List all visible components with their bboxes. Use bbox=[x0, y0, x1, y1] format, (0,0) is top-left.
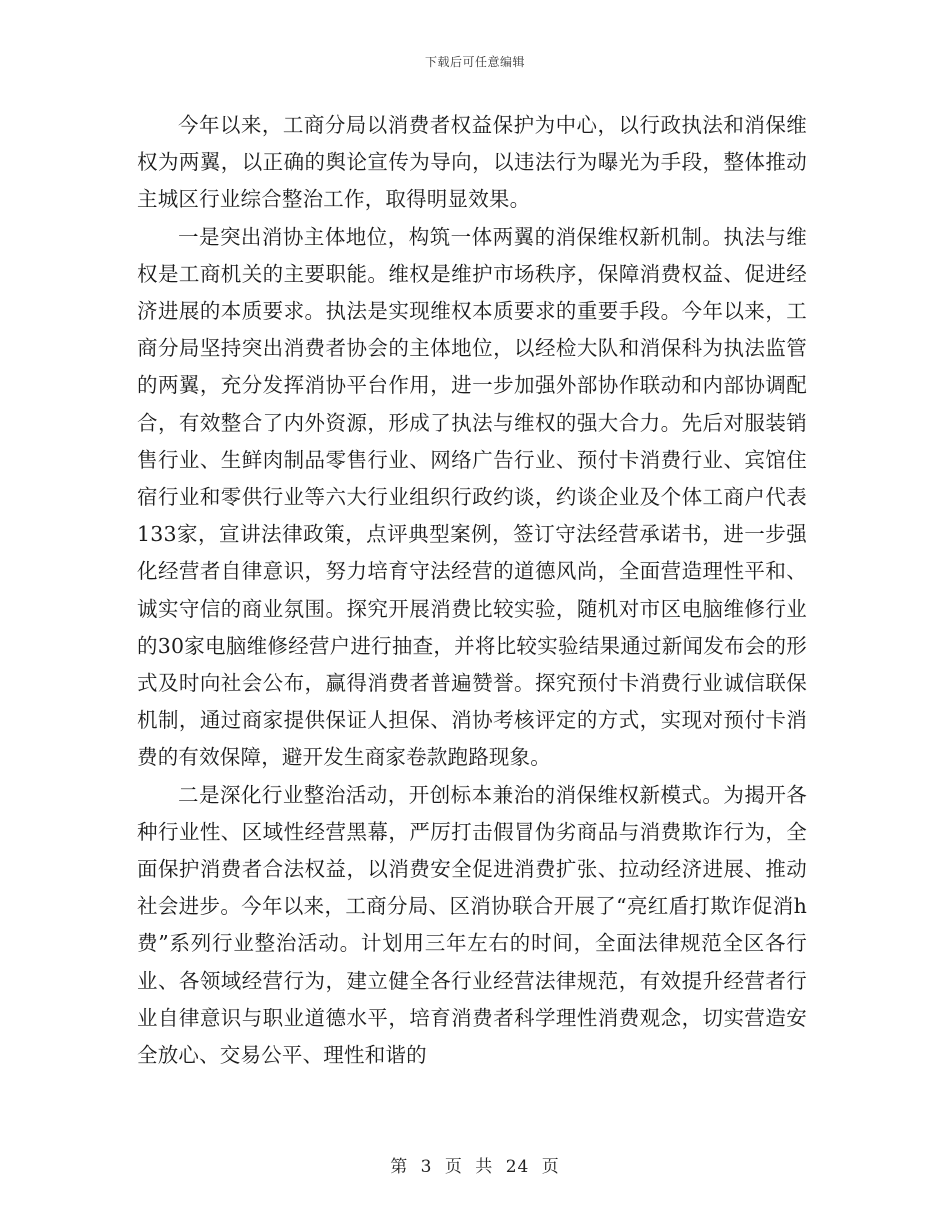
paragraph-intro: 今年以来，工商分局以消费者权益保护为中心，以行政执法和消保维权为两翼，以正确的舆论宣传为导向，以违法行为曝光为手段，整体推动主城区行业综合整治工作，取得明显效果。 bbox=[137, 113, 807, 212]
document-body bbox=[137, 107, 807, 1074]
header-note: 下载后可任意编辑 bbox=[424, 55, 525, 69]
paragraph-point-two: 二是深化行业整治活动，开创标本兼治的消保维权新模式。为揭开各种行业性、区域性经营黑幕，严厉打击假冒伪劣商品与消费欺诈行为，全面保护消费者合法权益，以消费安全促进消费扩张、拉动经济进展、推动社会进步。今年以来，工商分局、区消协联合开展了“亮红盾打欺诈促消h费”系列行业整治活动。计划用三年左右的时间，全面法律规范全区各行业、各领域经营行为，建立健全各行业经营法律规范，有效提升经营者行业自律意识与职业道德水平，培育消费者科学理性消费观念，切实营造安全放心、交易公平、理性和谐的 bbox=[137, 782, 807, 1068]
paragraph-point-one: 一是突出消协主体地位，构筑一体两翼的消保维权新机制。执法与维权是工商机关的主要职能。维权是维护市场秩序，保障消费权益、促进经济进展的本质要求。执法是实现维权本质要求的重要手段。今年以来，工商分局坚持突出消费者协会的主体地位，以经检大队和消保科为执法监管的两翼，充分发挥消协平台作用，进一步加强外部协作联动和内部协调配合，有效整合了内外资源，形成了执法与维权的强大合力。先后对服装销售行业、生鲜肉制品零售行业、网络广告行业、预付卡消费行业、宾馆住宿行业和零供行业等六大行业组织行政约谈，约谈企业及个体工商户代表133家，宣讲法律政策，点评典型案例，签订守法经营承诺书，进一步强化经营者自律意识，努力培育守法经营的道德风尚，全面营造理性平和、诚实守信的商业氛围。探究开展消费比较实验，随机对市区电脑维修行业的30家电脑维修经营户进行抽查，并将比较实验结果通过新闻发布会的形式及时向社会公布，赢得消费者普遍赞誉。探究预付卡消费行业诚信联保机制，通过商家提供保证人担保、消协考核评定的方式，实现对预付卡消费的有效保障，避开发生商家卷款跑路现象。 bbox=[137, 224, 807, 770]
page-number: 第 3 页 共 24 页 bbox=[390, 1157, 560, 1177]
